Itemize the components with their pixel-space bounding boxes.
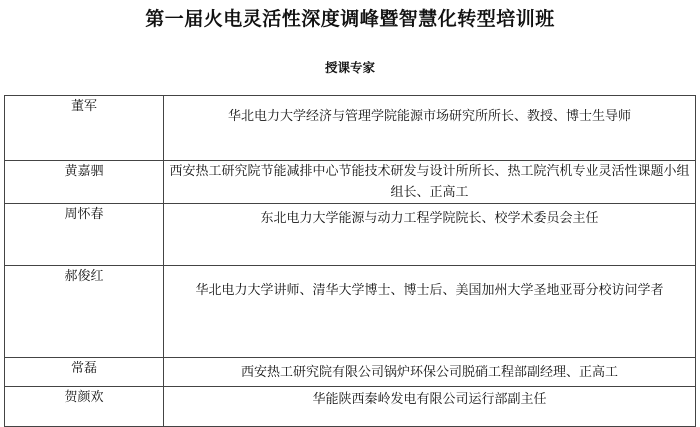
table-row — [5, 266, 696, 358]
expert-name: 郝俊红 — [5, 266, 164, 358]
expert-role: 西安热工研究院有限公司锅炉环保公司脱硝工程部副经理、正高工 — [164, 358, 696, 387]
expert-name: 董军 — [5, 96, 164, 161]
table-row — [5, 204, 696, 266]
table-row — [5, 387, 696, 427]
expert-role: 华能陕西秦岭发电有限公司运行部副主任 — [164, 387, 696, 427]
expert-role: 华北电力大学讲师、清华大学博士、博士后、美国加州大学圣地亚哥分校访问学者 — [164, 266, 696, 358]
expert-name: 常磊 — [5, 358, 164, 387]
expert-name: 周怀春 — [5, 204, 164, 266]
table-row — [5, 358, 696, 387]
section-title: 授课专家 — [324, 60, 375, 75]
document-title: 第一届火电灵活性深度调峰暨智慧化转型培训班 — [145, 8, 555, 30]
expert-role: 西安热工研究院节能减排中心节能技术研发与设计所所长、热工院汽机专业灵活性课题小组组长、正高工 — [164, 161, 696, 204]
expert-role: 东北电力大学能源与动力工程学院院长、校学术委员会主任 — [164, 204, 696, 266]
table-row — [5, 161, 696, 204]
expert-name: 贺颜欢 — [5, 387, 164, 427]
expert-role: 华北电力大学经济与管理学院能源市场研究所所长、教授、博士生导师 — [164, 96, 696, 161]
experts-table — [4, 95, 696, 427]
expert-name: 黄嘉驷 — [5, 161, 164, 204]
table-row — [5, 96, 696, 161]
